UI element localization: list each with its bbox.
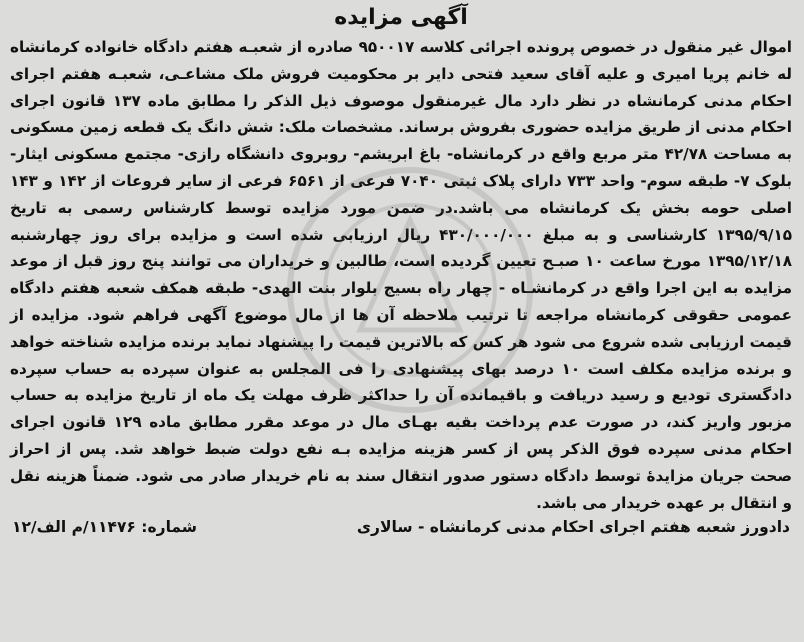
- notice-footer: [10, 518, 792, 536]
- notice-signature: دادورز شعبه هفتم اجرای احکام مدنی کرمانشاه - سالاری: [356, 518, 790, 537]
- notice-body: اموال غیر منقول در خصوص پرونده اجرائی کلاسه ۹۵۰۰۱۷ صادره از شعبـه هفتم دادگاه خانواده کرمانشاه له خانم پریا امیری و علیه آقای سعید فتحی دایر بر محکومیت فروش ملک مشاعـی، شعبـه هفتم اجرای احکام مدنی کرمانشاه در نظر دارد مال غیرمنقول موصوف ذیل الذکر را مطابق ماده ۱۳۷ قانون اجرای احکام مدنی از طریق مزایده حضوری بفروش برساند. مشخصات ملک: شش دانگ یک قطعه زمین مسکونی به مساحت ۴۲/۷۸ متر مربع واقع در کرمانشاه- باغ ابریشم- روبروی دانشگاه رازی- مجتمع مسکونی ایثار- بلوک ۷- طبقه سوم- واحد ۷۳۳ دارای پلاک ثبتی ۷۰۴۰ فرعی از ۶۵۶۱ فرعی از سایر فروعات از ۱۴۲ و ۱۴۳ اصلی حومه بخش یک کرمانشاه می باشد.در ضمن مورد مزایده توسط کارشناس رسمی به تاریخ ۱۳۹۵/۹/۱۵ کارشناسی و به مبلغ ۴۳۰/۰۰۰/۰۰۰ ریال ارزیابی شده است و مزایده برای روز چهارشنبه ۱۳۹۵/۱۲/۱۸ مورخ ساعت ۱۰ صبـح تعیین گردیده است، طالبین و خریداران می توانند پنج روز قبل از موعد مزایده به این اجرا واقع در کرمانشـاه - چهار راه بسیج بلوار بنت الهدی- طبقه همکف شعبه هفتم دادگاه عمومی حقوقی کرمانشاه مراجعه تا ترتیب ملاحظه آن ها از مال موضوع آگهی فراهم شود. مزایده از قیمت ارزیابی شده شروع می شود هر کس که بالاترین قیمت را پیشنهاد نماید برنده مزایده شناخته خواهد و برنده مزایده مکلف است ۱۰ درصد بهای پیشنهادی را فی المجلس به عنوان سپرده به حساب سپرده دادگستری تودیع و رسید دریافت و باقیمانده آن را حداکثر ظرف مهلت یک ماه از تاریخ مزایده به حساب مزبور واریز کند، در صورت عدم پرداخت بقیه بهـای مال در موعد مقرر مطابق ماده ۱۲۹ قانون اجرای احکام مدنی سپرده فوق الذکر پس از کسر هزینه مزایده بـه نفع دولت ضبط خواهد شد. پس از احراز صحت جریان مزایدهٔ توسط دادگاه دستور صدور انتقال سند به نام خریدار صادر می شود. ضمناً هزینه نقل و انتقال بر عهده خریدار می باشد.: [10, 38, 793, 512]
- notice-title: آگهی مزایده: [334, 5, 468, 30]
- notice-number: شماره: ۱۱۴۷۶/م الف/۱۲: [12, 518, 198, 537]
